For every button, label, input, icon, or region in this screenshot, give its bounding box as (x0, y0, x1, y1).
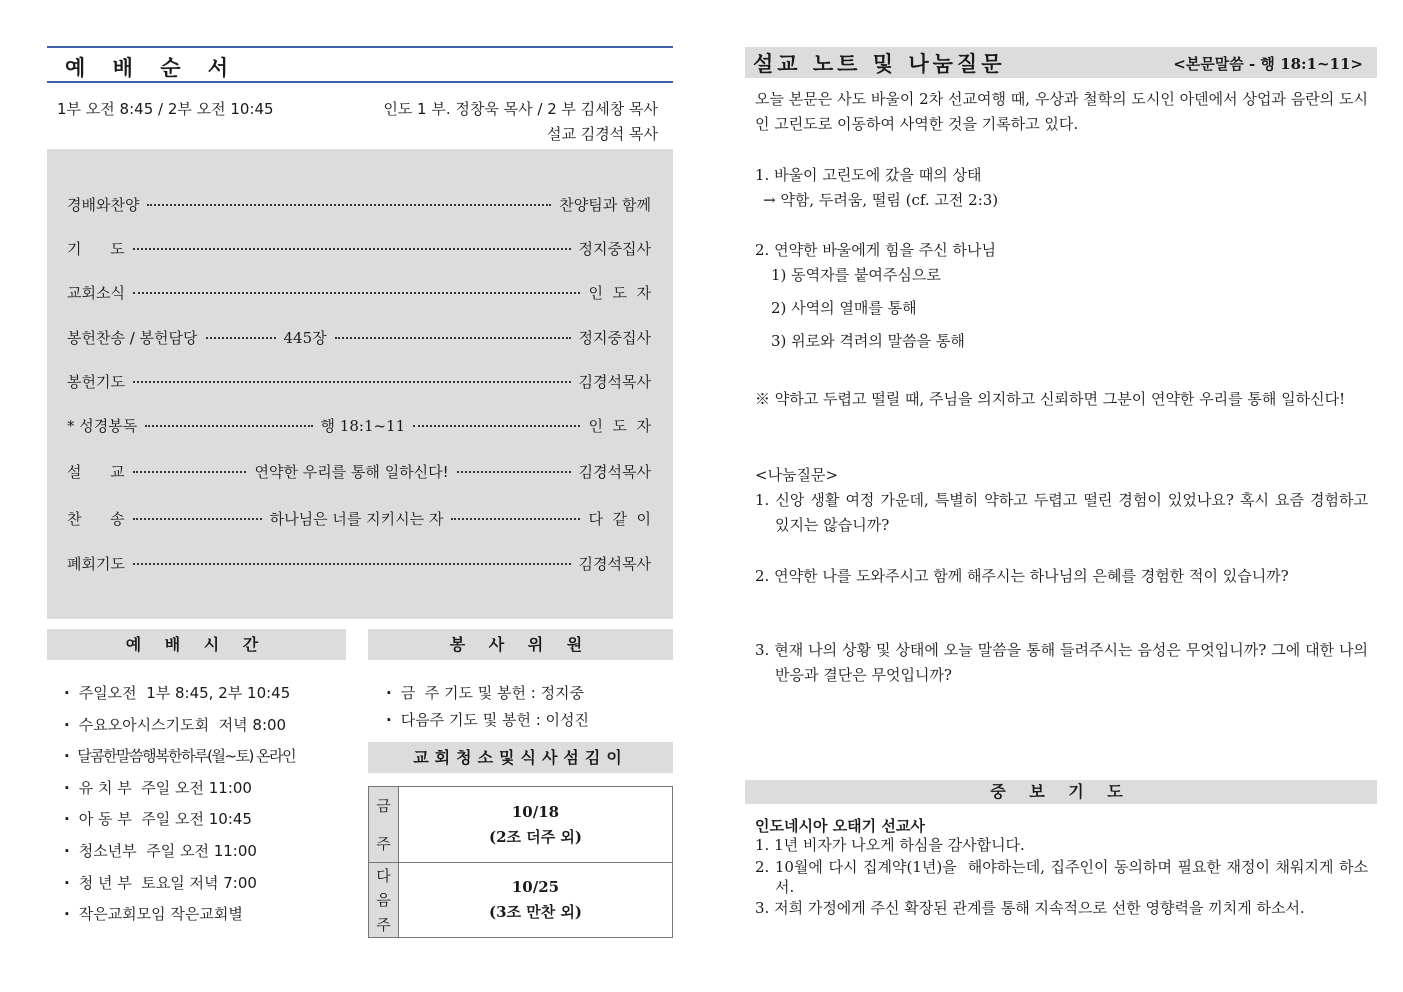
list-item: · 작은교회모임 작은교회별 (64, 903, 243, 924)
sharing-question: 3. 현재 나의 상황 및 상태에 오늘 말씀을 통해 들려주시는 음성은 무엇입니까? 그에 대한 나의 반응과 결단은 무엇입니까? (755, 641, 1368, 684)
worship-order-title: 예 배 순 서 (65, 56, 239, 80)
order-middle: 행 18:1~11 (320, 416, 406, 435)
point-2-sub: 2) 사역의 열매를 통해 (771, 299, 917, 317)
sermon-intro: 오늘 본문은 사도 바울이 2차 선교여행 때, 우상과 철학의 도시인 아덴에서 상업과 음란의 도시인 고린도로 이동하여 사역한 것을 기록하고 있다. (755, 90, 1368, 133)
sermon-notes-title-bar (745, 47, 1377, 78)
leaders-line-2: 설교 김경석 목사 (547, 125, 658, 143)
list-item: · 유 치 부 주일 오전 11:00 (64, 777, 252, 798)
order-label: 설 교 (67, 462, 125, 481)
sharing-question: 1. 신앙 생활 여정 가운데, 특별히 약하고 두렵고 떨린 경험이 있었나요? 혹시 요즘 경험하고 있지는 않습니까? (755, 491, 1368, 534)
leader-dots (133, 563, 571, 565)
order-row (67, 280, 651, 304)
sharing-label: <나눔질문> (755, 466, 839, 484)
side-char: 금 (376, 797, 391, 816)
order-label: 찬 송 (67, 509, 125, 528)
cleaning-table (368, 786, 673, 938)
leader-dots (335, 337, 571, 339)
note-remark: ※ 약하고 두렵고 떨릴 때, 주님을 의지하고 신뢰하면 그분이 연약한 우리를 통해 일하신다! (755, 390, 1346, 408)
point-1-sub: → 약함, 두려움, 떨림 (cf. 고전 2:3) (763, 191, 999, 209)
leaders-line-1: 인도 1 부. 정창욱 목사 / 2 부 김세창 목사 (383, 100, 658, 118)
order-value: 인 도 자 (588, 416, 652, 435)
prayer-item: 2. 10월에 다시 집계약(1년)을 해야하는데, 집주인이 동의하며 필요한 재정이 채워지게 하소서. (755, 858, 1368, 896)
intercession-heading: 중 보 기 도 (745, 780, 1377, 804)
list-item: · 아 동 부 주일 오전 10:45 (64, 808, 252, 829)
leader-dots (133, 248, 571, 250)
point-2-sub: 1) 동역자를 붙여주심으로 (771, 266, 941, 284)
scripture-reference: <본문말씀 - 행 18:1~11> (1173, 55, 1363, 73)
point-2: 2. 연약한 바울에게 힘을 주신 하나님 (755, 241, 997, 259)
order-middle: 하나님은 너를 지키시는 자 (269, 509, 444, 528)
cleaning-date: 10/18 (511, 802, 560, 821)
order-row (67, 192, 651, 216)
order-row (67, 551, 651, 575)
order-value: 김경석목사 (578, 554, 651, 573)
table-row (369, 787, 672, 862)
order-value: 인 도 자 (588, 283, 651, 302)
leader-dots (206, 337, 276, 339)
sharing-question: 2. 연약한 나를 도와주시고 함께 해주시는 하나님의 은혜를 경험한 적이 있습니까? (755, 567, 1289, 585)
side-char: 다 (376, 866, 391, 885)
order-label: 봉헌찬송 / 봉헌담당 (67, 328, 198, 347)
leader-dots (457, 471, 571, 473)
side-char: 주 (376, 916, 391, 935)
order-label: 경배와찬양 (67, 195, 140, 214)
cleaning-team: (2조 더주 외) (488, 827, 583, 846)
list-item: · 청 년 부 토요일 저녁 7:00 (64, 872, 257, 893)
order-label: 기 도 (67, 239, 125, 258)
order-middle: 445장 (283, 328, 327, 347)
leader-dots (451, 518, 580, 520)
order-label: 봉헌기도 (67, 372, 125, 391)
order-value: 다 같 이 (588, 509, 651, 528)
order-row (67, 236, 651, 260)
order-row (67, 413, 651, 437)
row-side-label (369, 863, 399, 937)
point-1: 1. 바울이 고린도에 갔을 때의 상태 (755, 166, 982, 184)
leader-dots (145, 425, 312, 427)
cleaning-date: 10/25 (511, 878, 560, 896)
worship-order-title-bar (47, 46, 673, 83)
service-times: 1부 오전 8:45 / 2부 오전 10:45 (57, 100, 274, 118)
list-item: · 수요오아시스기도회 저녁 8:00 (64, 714, 286, 735)
row-side-label (369, 787, 399, 862)
order-middle: 연약한 우리를 통해 일하신다! (254, 462, 449, 481)
cleaning-cell (399, 787, 672, 862)
order-value: 김경석목사 (578, 462, 651, 481)
order-row (67, 506, 651, 530)
table-row (369, 862, 672, 937)
order-row (67, 369, 651, 393)
leader-dots (147, 204, 551, 206)
list-item: · 달콤한말씀행복한하루(월~토) 온라인 (64, 745, 295, 766)
prayer-item: 1. 1년 비자가 나오게 하심을 감사합니다. (755, 836, 1025, 854)
leader-dots (133, 292, 580, 294)
order-row (67, 459, 651, 483)
cleaning-heading: 교회청소및식사섬김이 (368, 742, 673, 773)
order-value: 정지중집사 (578, 239, 651, 258)
sermon-notes-title: 설교 노트 및 나눔질문 (753, 52, 1006, 76)
point-2-sub: 3) 위로와 격려의 말씀을 통해 (771, 332, 965, 350)
leader-dots (133, 381, 571, 383)
leader-dots (133, 518, 262, 520)
list-item: · 주일오전 1부 8:45, 2부 10:45 (64, 682, 290, 703)
list-item: · 청소년부 주일 오전 11:00 (64, 840, 257, 861)
order-label: * 성경봉독 (67, 416, 138, 435)
leader-dots (413, 425, 580, 427)
cleaning-team: (3조 만찬 외) (488, 903, 583, 921)
worship-time-heading: 예 배 시 간 (47, 629, 346, 660)
leader-dots (133, 471, 247, 473)
service-committee-heading: 봉 사 위 원 (368, 629, 673, 660)
worship-order-box (47, 149, 673, 619)
list-item: · 금 주 기도 및 봉헌 : 정지중 (386, 682, 584, 703)
list-item: · 다음주 기도 및 봉헌 : 이성진 (386, 709, 589, 730)
order-row (67, 325, 651, 349)
missionary-name: 인도네시아 오태기 선교사 (755, 817, 925, 835)
prayer-item: 3. 저희 가정에게 주신 확장된 관계를 통해 지속적으로 선한 영향력을 끼치게 하소서. (755, 899, 1305, 917)
cleaning-cell (399, 863, 672, 937)
order-value: 김경석목사 (578, 372, 651, 391)
order-value: 찬양팀과 함께 (559, 195, 651, 214)
side-char: 주 (376, 834, 391, 853)
order-label: 폐회기도 (67, 554, 125, 573)
order-label: 교회소식 (67, 283, 125, 302)
side-char: 음 (376, 891, 391, 910)
order-value: 정지중집사 (578, 328, 651, 347)
